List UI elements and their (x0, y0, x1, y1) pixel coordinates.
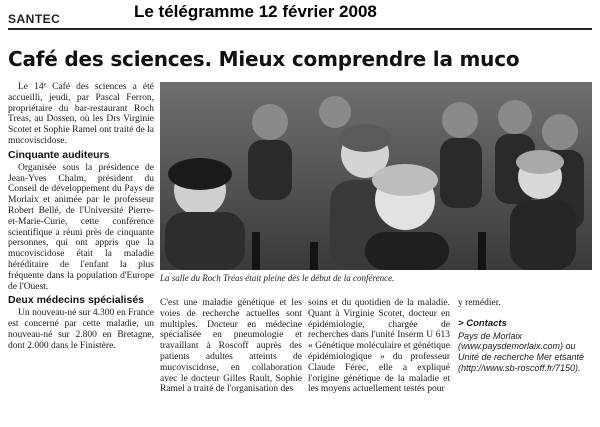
photo-caption: La salle du Roch Tréas était pleine dès le début de la conférence. (160, 273, 395, 283)
audience-photo (160, 82, 592, 270)
left-column (8, 82, 154, 352)
contacts-text: Pays de Morlaix (www.paysdemorlaix.com) ou Unité de recherche Mer etsanté (http://www.sb-roscoff.fr/7150). (458, 330, 585, 373)
lede: Le 14ᵉ Café des sciences a été accueilli, jeudi, par Pascal Ferron, propriétaire du bar-restaurant Roch Treas, au Dossen, où les Drs Virginie Scotet et Sophie Ramel ont traité de la mucoviscidose. (8, 82, 154, 146)
column-b2 (308, 298, 450, 395)
column-b1-text: C'est une maladie génétique et les voies de recherche actuelles sont multiples. Docteur en médecine spécialisée en pneumologie et travaillant à Roscoff auprès des patients adultes atteints de mucoviscidose, en collaboration avec le docteur Gilles Rault, Sophie Ramel a traité de l'organisation des (160, 298, 302, 395)
section1-text: Organisée sous la présidence de Jean-Yves Chalm, président du Conseil de développement du Pays de Morlaix et animée par le professeur Robert Bellé, de l'Université Pierre-et-Marie-Curie, cette conférence scientifique a réuni près de cinquante personnes, qui ont appris que la mucoviscidose était la maladie héréditaire de l'enfant la plus fréquente dans la population d'Europe de l'Ouest. (8, 162, 154, 292)
headline: Café des sciences. Mieux comprendre la muco (8, 47, 520, 71)
column-b3-text: y remédier. (458, 298, 501, 308)
newspaper-title: Le télégramme 12 février 2008 (134, 2, 377, 21)
column-b2-text: soins et du quotidien de la maladie. Quant à Virginie Scotet, docteur en épidémiologie, chargée de recherches dans l'unité Inserm U 613 « Génétique moléculaire et génétique épidémiologique » du professeur Claude Férec, elle a expliqué l'origine génétique de la maladie et les moyens actuellement testés pour (308, 298, 450, 395)
arrow-icon: > (458, 317, 464, 329)
contacts-heading (458, 319, 592, 330)
section-label: SANTEC (8, 12, 61, 26)
subhead-cinquante-auditeurs: Cinquante auditeurs (8, 148, 110, 161)
contacts-title: Contacts (466, 317, 507, 329)
column-b1 (160, 298, 302, 395)
header-rule (8, 28, 592, 30)
section2-text: Un nouveau-né sur 4.300 en France est concerné par cette maladie, un nouveau-né sur 2.800 en Bretagne, dont 2.000 dans le Finistère. (8, 308, 154, 351)
column-b3 (458, 298, 592, 374)
subhead-deux-medecins: Deux médecins spécialisés (8, 294, 144, 307)
